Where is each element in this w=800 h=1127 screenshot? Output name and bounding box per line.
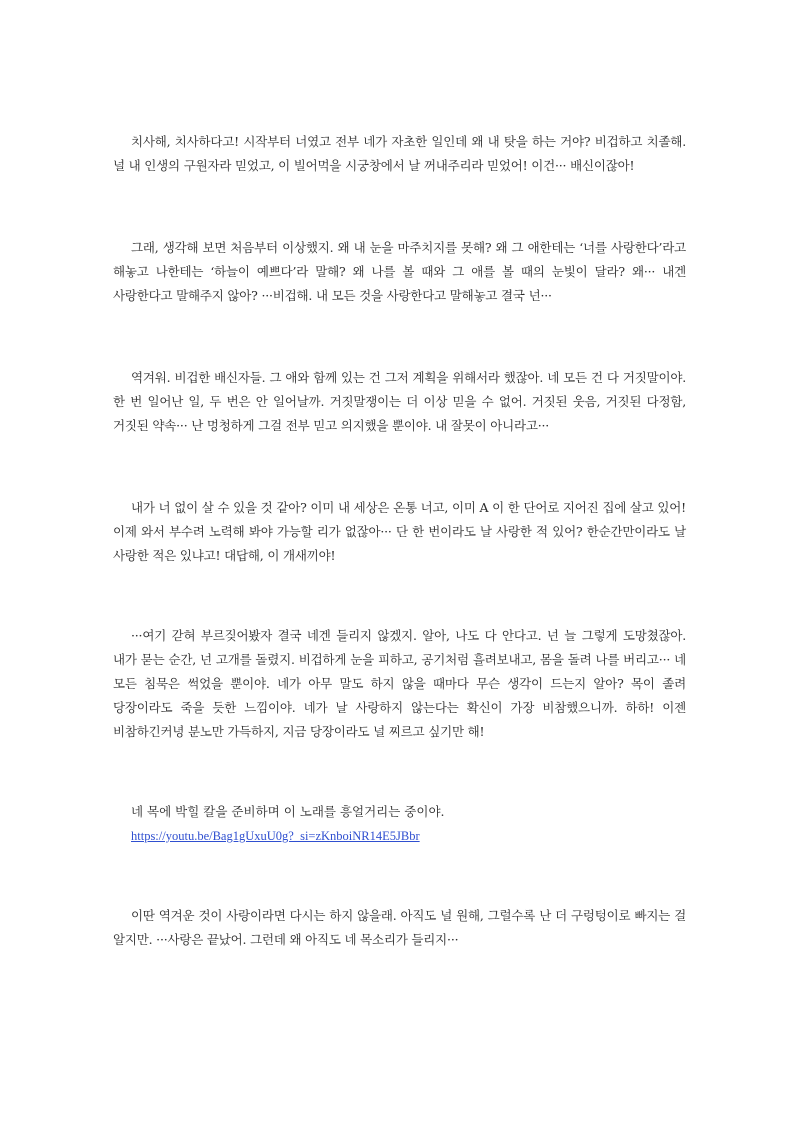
- paragraph-5: ···여기 갇혀 부르짖어봤자 결국 네겐 들리지 않겠지. 알아, 나도 다 안다고. 넌 늘 그렇게 도망쳤잖아. 내가 묻는 순간, 넌 고개를 돌렸지. 비겁하게 눈을 피하고, 공기처럼 흘려보내고, 몸을 돌려 나를 버리고··· 네 모든 침묵은 썩었을 뿐이야. 네가 아무 말도 하지 않을 때마다 무슨 생각이 드는지 알아? 목이 졸려 당장이라도 죽을 듯한 느낌이야. 네가 날 사랑하지 않는다는 확신이 가장 비참했으니까. 하하! 이젠 비참하긴커녕 분노만 가득하지, 지금 당장이라도 널 찌르고 싶기만 해!: [113, 628, 686, 739]
- song-intro: 네 목에 박힐 칼을 준비하며 이 노래를 흥얼거리는 중이야.: [131, 804, 445, 819]
- paragraph-2: 그래, 생각해 보면 처음부터 이상했지. 왜 내 눈을 마주치지를 못해? 왜 그 애한테는 ‘너를 사랑한다’라고 해놓고 나한테는 ‘하늘이 예쁘다’라 말해? 왜 나를 볼 때와 그 애를 볼 때의 눈빛이 달라? 왜··· 내겐 사랑한다고 말해주지 않아? ···비겁해. 내 모든 것을 사랑한다고 말해놓고 결국 넌···: [113, 240, 686, 303]
- song-link[interactable]: https://youtu.be/Bag1gUxuU0g?_si=zKnboiNR14E5JBbr: [131, 829, 420, 843]
- song-section: [113, 800, 686, 848]
- paragraph-1: 치사해, 치사하다고! 시작부터 너였고 전부 네가 자초한 일인데 왜 내 탓을 하는 거야? 비겁하고 치졸해. 널 내 인생의 구원자라 믿었고, 이 빌어먹을 시궁창에서 날 꺼내주리라 믿었어! 이건··· 배신이잖아!: [113, 134, 686, 173]
- paragraph-4: 내가 너 없이 살 수 있을 것 같아? 이미 내 세상은 온통 너고, 이미 A 이 한 단어로 지어진 집에 살고 있어! 이제 와서 부수려 노력해 봐야 가능할 리가 없잖아··· 단 한 번이라도 날 사랑한 적 있어? 한순간만이라도 날 사랑한 적은 있냐고! 대답해, 이 개새끼야!: [113, 500, 686, 563]
- closing-paragraph: 이딴 역겨운 것이 사랑이라면 다시는 하지 않을래. 아직도 널 원해, 그럴수록 난 더 구렁텅이로 빠지는 걸 알지만. ···사랑은 끝났어. 그런데 왜 아직도 네 목소리가 들리지···: [113, 908, 686, 947]
- document-body: [113, 130, 686, 952]
- paragraph-3: 역겨워. 비겁한 배신자들. 그 애와 함께 있는 건 그저 계획을 위해서라 했잖아. 네 모든 건 다 거짓말이야. 한 번 일어난 일, 두 번은 안 일어날까. 거짓말쟁이는 더 이상 믿을 수 없어. 거짓된 웃음, 거짓된 다정함, 거짓된 약속··· 난 멍청하게 그걸 전부 믿고 의지했을 뿐이야. 내 잘못이 아니라고···: [113, 370, 686, 433]
